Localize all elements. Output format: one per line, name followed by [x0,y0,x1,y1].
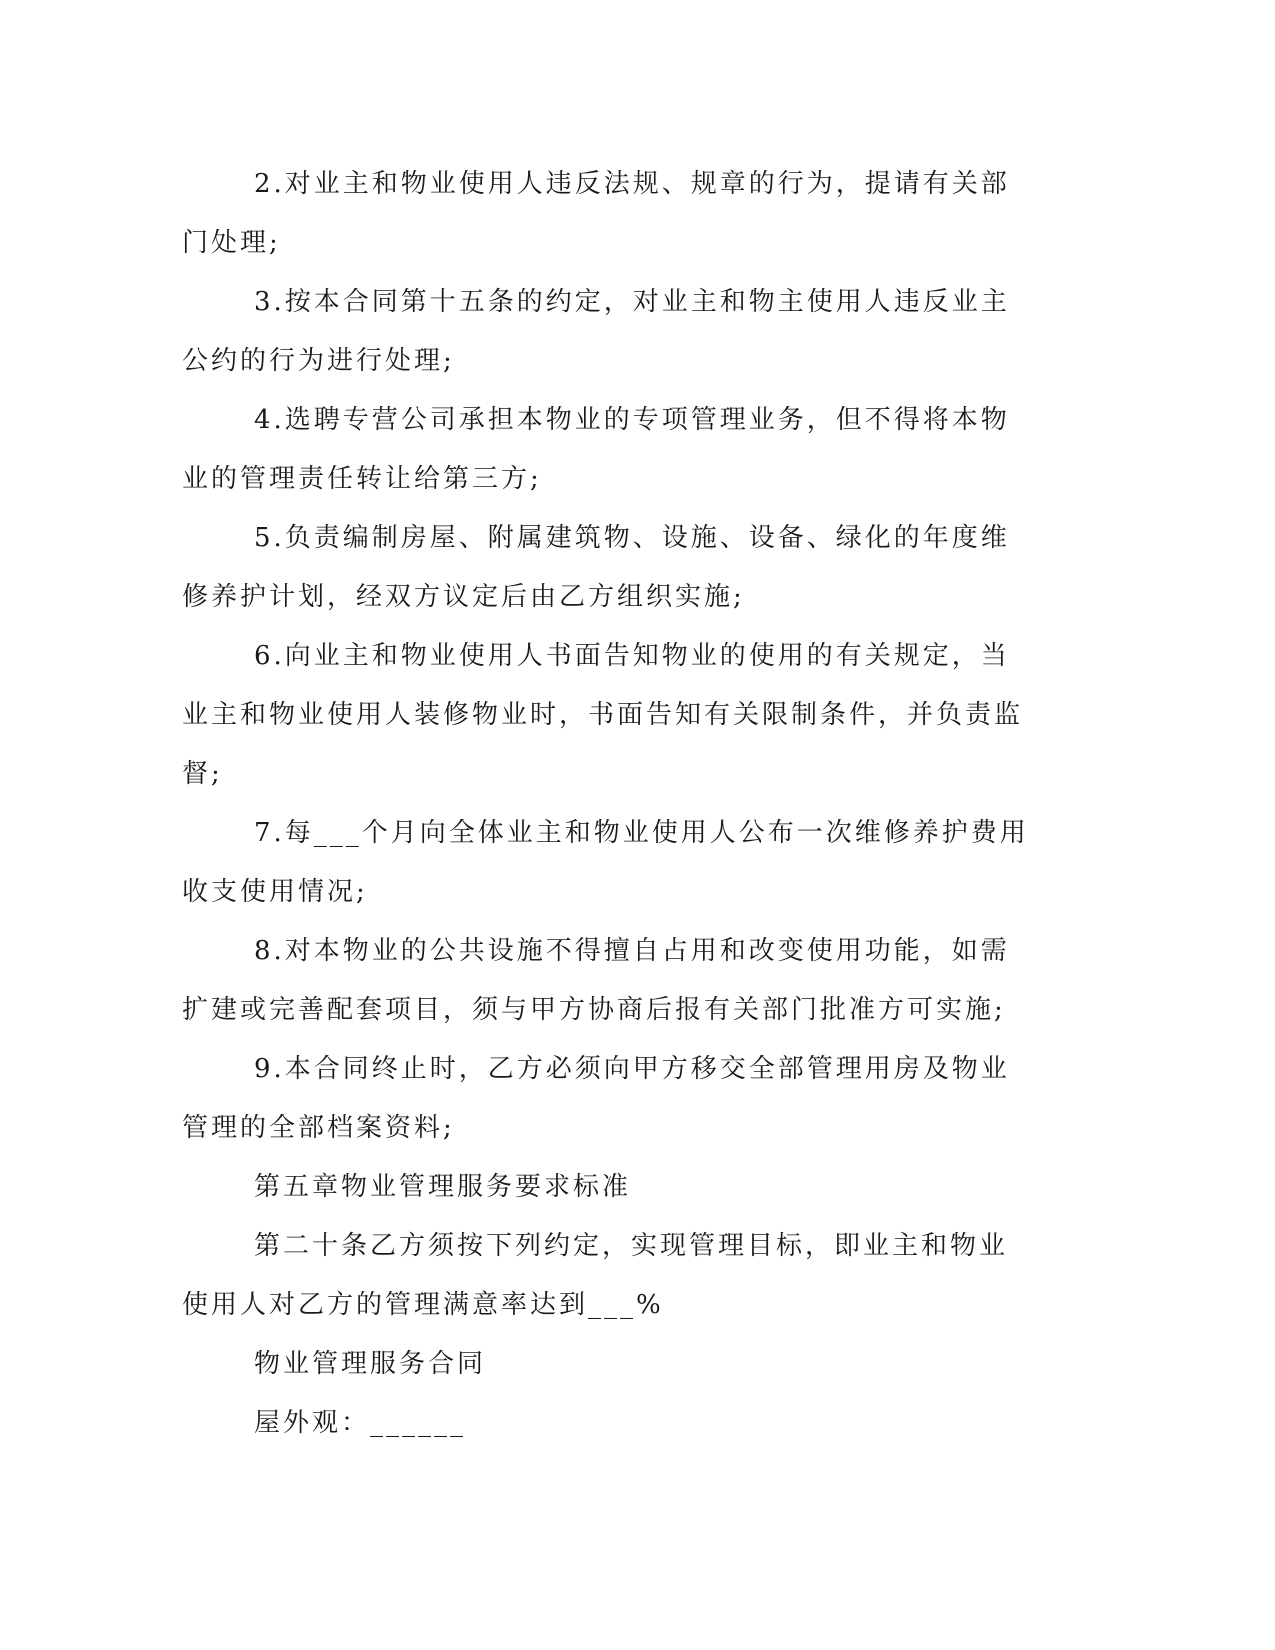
clause-2: 2.对业主和物业使用人违反法规、规章的行为，提请有关部门处理; [182,169,1010,258]
document-body [182,155,1036,1453]
exterior-field-line: 屋外观：______ [254,1408,467,1438]
clause-9: 9.本合同终止时，乙方必须向甲方移交全部管理用房及物业管理的全部档案资料; [182,1054,1010,1143]
clause-6: 6.向业主和物业使用人书面告知物业的使用的有关规定，当业主和物业使用人装修物业时，书面告知有关限制条件，并负责监督; [182,641,1024,789]
article-20: 第二十条乙方须按下列约定，实现管理目标，即业主和物业使用人对乙方的管理满意率达到___% [182,1231,1009,1320]
contract-title-line: 物业管理服务合同 [254,1349,487,1379]
chapter-heading: 第五章物业管理服务要求标准 [254,1172,632,1202]
clause-7: 7.每___个月向全体业主和物业使用人公布一次维修养护费用收支使用情况; [182,818,1029,907]
clause-3: 3.按本合同第十五条的约定，对业主和物主使用人违反业主公约的行为进行处理; [182,287,1010,376]
clause-8: 8.对本物业的公共设施不得擅自占用和改变使用功能，如需扩建或完善配套项目，须与甲方协商后报有关部门批准方可实施; [182,936,1010,1025]
clause-5: 5.负责编制房屋、附属建筑物、设施、设备、绿化的年度维修养护计划，经双方议定后由乙方组织实施; [182,523,1010,612]
clause-4: 4.选聘专营公司承担本物业的专项管理业务，但不得将本物业的管理责任转让给第三方; [182,405,1010,494]
